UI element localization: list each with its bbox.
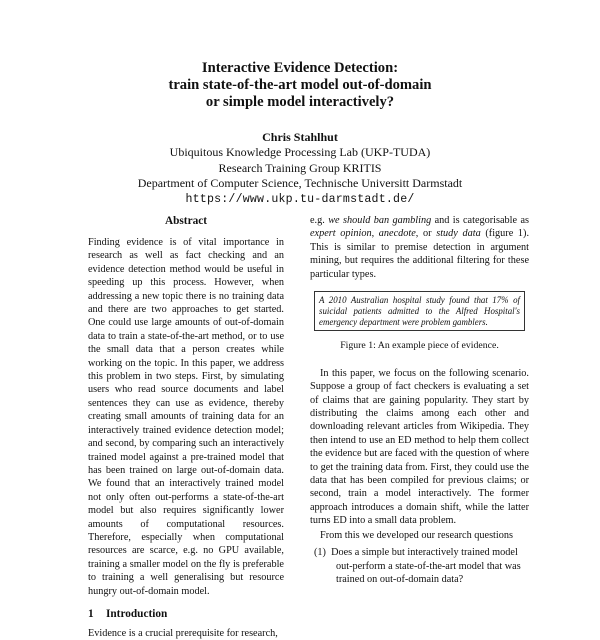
affiliation-department: Department of Computer Science, Technische Universitt Darmstadt: [137, 176, 463, 190]
p1-example-claim: we should ban gambling: [328, 215, 432, 226]
introduction-first-line: Evidence is a crucial prerequisite for research,: [88, 627, 278, 639]
left-column: [88, 214, 284, 640]
right-column: [310, 214, 529, 586]
abstract-heading: Abstract: [164, 215, 208, 227]
author-name: Chris Stahlhut: [262, 130, 338, 144]
rq1-label: (1): [314, 547, 326, 559]
section-number: 1: [88, 607, 94, 620]
right-paragraph-1: [310, 214, 529, 281]
research-question-1: [310, 546, 529, 586]
section-title: Introduction: [106, 607, 168, 620]
figure-1-caption: Figure 1: An example piece of evidence.: [340, 340, 499, 352]
title-line-2: train state-of-the-art model out-of-domain: [168, 77, 432, 93]
p1-type-study-data: study data: [436, 228, 481, 240]
author-url[interactable]: https://www.ukp.tu-darmstadt.de/: [185, 192, 415, 206]
section-heading-introduction: [88, 607, 284, 621]
paper-header: [0, 60, 600, 207]
p1-text-d: , or: [415, 228, 437, 240]
abstract-text: Finding evidence is of vital importance in research as well as fact checking and an evidence detection method would be useful in speeding up this process. However, when addressing a new topic there is no training data and there are two approaches to get started. One could use large amounts of out-of-domain data to train a state-of-the-art method, or to use the small data that a person creates while working on the topic. In this paper, we address this problem in two steps. First, by simulating users who read source documents and label sentences they can use as evidence, thereby creating small amounts of training data for an interactively trained evidence detection model; and second, by comparing such an interactively trained model against a pre-trained model that has been trained on large out-of-domain data. We found that an interactively trained model not only often out-performs a state-of-the-art model but also requires significantly lower amounts of computational resources. Therefore, especially when computational resources are scarce, e.g. no GPU available, training a smaller model on the fly is preferable to training a well generalising but resource hungry out-of-domain model.: [88, 237, 284, 597]
p1-text-b: and is categorisable as: [431, 215, 529, 226]
p1-type-anecdote: anecdote: [378, 228, 416, 240]
p1-type-expert-opinion: expert opinion: [310, 228, 372, 240]
rq1-text: Does a simple but interactively trained model out-perform a state-of-the-art model that was trained on out-of-domain data?: [331, 547, 521, 585]
title-line-1: Interactive Evidence Detection:: [201, 60, 399, 76]
p1-text-a: e.g.: [310, 215, 329, 226]
figure-1-box: A 2010 Australian hospital study found that 17% of suicidal patients admitted to the Alfred Hospital's emergency department were problem gamblers.: [314, 291, 525, 331]
author-affiliations: [0, 145, 600, 207]
affiliation-lab: Ubiquitous Knowledge Processing Lab (UKP-TUDA): [169, 145, 431, 159]
right-paragraph-3: From this we developed our research questions: [320, 529, 513, 541]
right-paragraph-2: In this paper, we focus on the following scenario. Suppose a group of fact checkers is evaluating a set of claims that are gaining popularity. They start by distributing the claims among each other and downloading relevant articles from Wikipedia. They then intend to use an ED method to help them collect the evidence but are faced with the question of where to get the training data from. First, they could use the data that has been compiled for previous claims; or second, train a model interactively. The former approach introduces a domain shift, while the latter turns ED into a small data problem.: [310, 367, 529, 527]
affiliation-group: Research Training Group KRITIS: [218, 160, 382, 175]
p1-text-e: (figure 1). This is similar to premise detection in argument mining, but requires the additional filtering for these particular types.: [310, 228, 530, 280]
p1-text-c: ,: [371, 228, 379, 240]
paper-title: [0, 60, 600, 111]
title-line-3: or simple model interactively?: [205, 94, 395, 110]
